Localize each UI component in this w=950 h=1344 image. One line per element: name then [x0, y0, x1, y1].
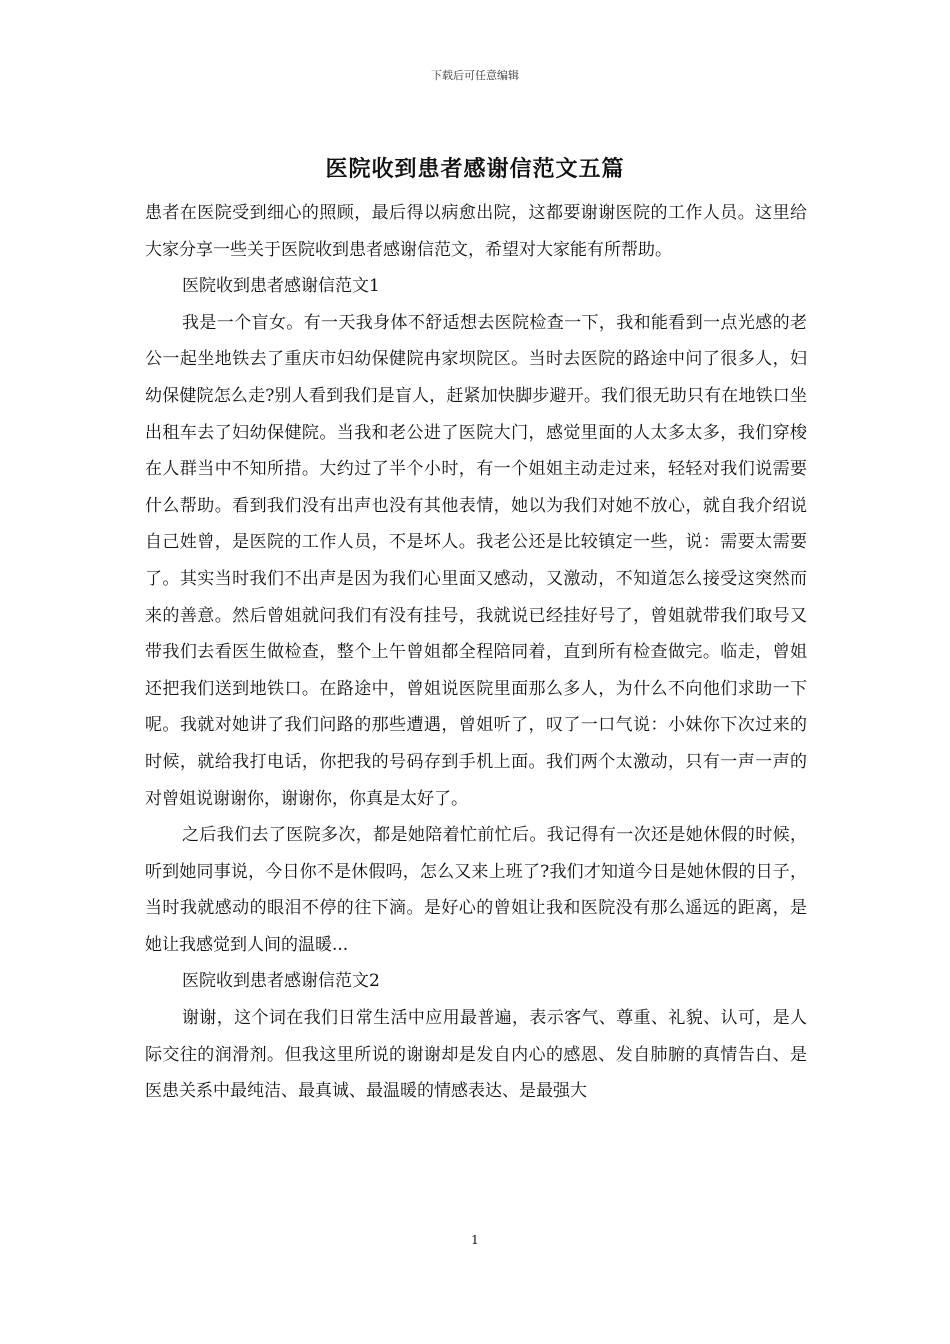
intro-paragraph: 患者在医院受到细心的照顾，最后得以病愈出院，这都要谢谢医院的工作人员。这里给大家分享一些关于医院收到患者感谢信范文，希望对大家能有所帮助。	[145, 203, 807, 260]
document-body	[145, 195, 807, 1110]
section-heading-1: 医院收到患者感谢信范文1	[182, 276, 380, 297]
document-title: 医院收到患者感谢信范文五篇	[325, 156, 625, 182]
section1-paragraph-1: 我是一个盲女。有一天我身体不舒适想去医院检查一下，我和能看到一点光感的老公一起坐地铁去了重庆市妇幼保健院冉家坝院区。当时去医院的路途中问了很多人，妇幼保健院怎么走?别人看到我们是盲人，赶紧加快脚步避开。我们很无助只有在地铁口坐出租车去了妇幼保健院。当我和老公进了医院大门，感觉里面的人太多太多，我们穿梭在人群当中不知所措。大约过了半个小时，有一个姐姐主动走过来，轻轻对我们说需要什么帮助。看到我们没有出声也没有其他表情，她以为我们对她不放心，就自我介绍说自己姓曾，是医院的工作人员，不是坏人。我老公还是比较镇定一些，说：需要太需要了。其实当时我们不出声是因为我们心里面又感动，又激动，不知道怎么接受这突然而来的善意。然后曾姐就问我们有没有挂号，我就说已经挂好号了，曾姐就带我们取号又带我们去看医生做检查，整个上午曾姐都全程陪同着，直到所有检查做完。临走，曾姐还把我们送到地铁口。在路途中，曾姐说医院里面那么多人，为什么不向他们求助一下呢。我就对她讲了我们问路的那些遭遇，曾姐听了，叹了一口气说：小妹你下次过来的时候，就给我打电话，你把我的号码存到手机上面。我们两个太激动，只有一声一声的对曾姐说谢谢你，谢谢你，你真是太好了。	[145, 312, 807, 809]
section1-paragraph-2: 之后我们去了医院多次，都是她陪着忙前忙后。我记得有一次还是她休假的时候，听到她同事说，今日你不是休假吗，怎么又来上班了?我们才知道今日是她休假的日子，当时我就感动的眼泪不停的往下滴。是好心的曾姐让我和医院没有那么遥远的距离，是她让我感觉到人间的温暖...	[145, 825, 807, 955]
page-number: 1	[471, 1233, 479, 1247]
section-heading-2: 医院收到患者感谢信范文2	[182, 971, 380, 992]
header-note: 下载后可任意编辑	[431, 69, 519, 82]
section2-paragraph-1: 谢谢，这个词在我们日常生活中应用最普遍，表示客气、尊重、礼貌、认可，是人际交往的润滑剂。但我这里所说的谢谢却是发自内心的感恩、发自肺腑的真情告白、是医患关系中最纯洁、最真诚、最温暖的情感表达、是最强大	[145, 1008, 807, 1102]
